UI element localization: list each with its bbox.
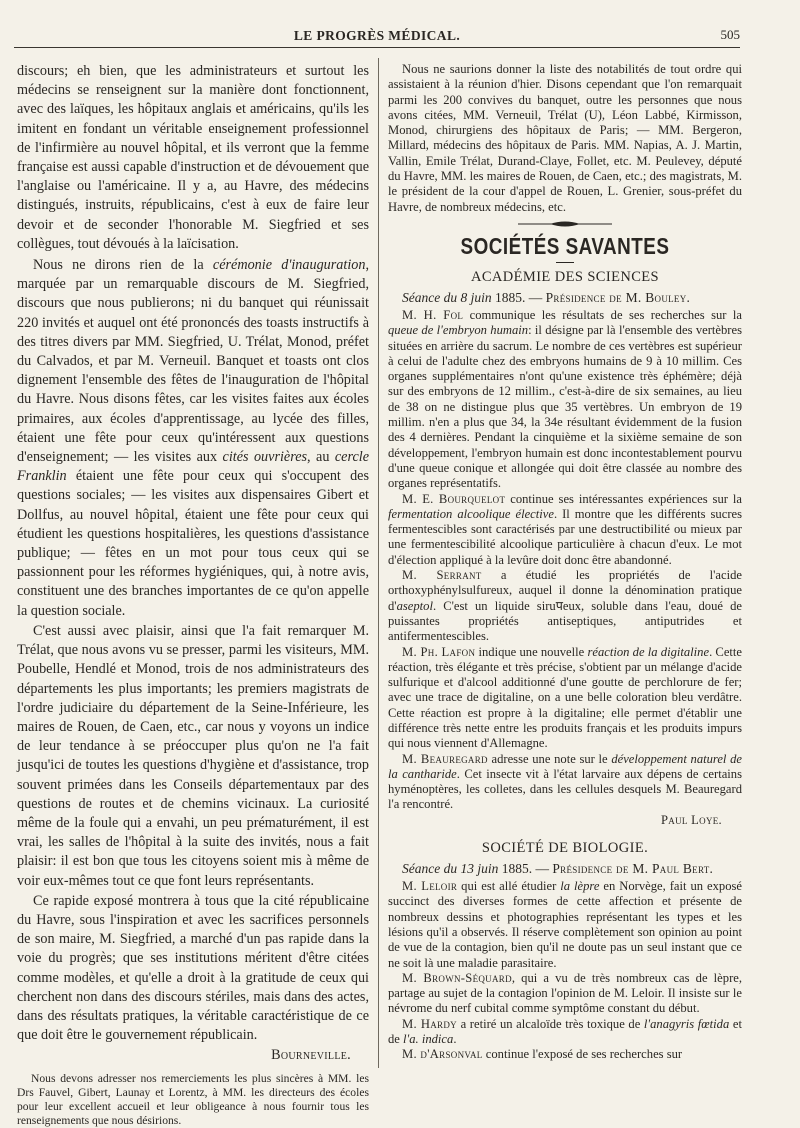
- biology-session: [388, 861, 742, 877]
- text-run: adresse une note sur le: [487, 751, 612, 766]
- emphasis: la lèpre: [560, 879, 600, 894]
- left-paragraph-2: [17, 256, 369, 621]
- text-run: 1885. —: [491, 289, 546, 305]
- session-president: Présidence de M. Paul Bert.: [552, 861, 714, 877]
- speaker-name: M. Hardy: [402, 1016, 457, 1031]
- session-date: Séance du 13 juin: [402, 861, 499, 877]
- speaker-name: M. E. Bourquelot: [402, 491, 506, 506]
- academy-item-serrant: [388, 568, 742, 644]
- academy-title: ACADÉMIE DES SCIENCES: [470, 268, 660, 285]
- footnote: Nous devons adresser nos remerciements les plus sincères à MM. les Drs Fauvel, Gibert, Launay et Lorentz, à MM. les directeurs des écoles pour leur excellent accueil et leur obligeance à nous fournir tous les renseignements que nous désirions.: [17, 1071, 369, 1127]
- emphasis: aseptol: [396, 598, 433, 613]
- emphasis: fermentation alcoolique élective: [388, 506, 554, 521]
- academy-item-fol: [388, 308, 742, 492]
- title-rule: [556, 262, 574, 263]
- text-run: continue l'exposé de ses recherches sur: [482, 1047, 683, 1062]
- text-run: en Norvège, fait un exposé succinct des diverses formes de cette affection et présente de nombreux dessins et photographies représentant les types et les lésions qu'il a observés. Il réserve complètement son opinion au point de vue de la contagion, bien qu'il ne doute pas un seul instant que ce ne soit là une maladie parasitaire.: [388, 879, 743, 970]
- speaker-name: M. d'Arsonval: [402, 1047, 483, 1062]
- speaker-name: M. Leloir: [402, 879, 458, 894]
- text-run: . Cette réaction, très élégante et très précise, s'obtient par un mélange d'acide sulfurique et d'alcool additionné d'une goutte de perchlorure de fer; avec une trace de digitaline, on a une belle coloration bleu verdâtre. Cette réaction est propre à la digitaline; elle permet d'établir une différence très nette entre les produits français et les produits impurs qui nous viennent d'Allemagne.: [388, 644, 743, 751]
- text-run: . Cet insecte vit à l'état larvaire aux dépens de certains hyménoptères, les colletes, dans les cellules desquels M. Beauregard l'a rencontré.: [388, 766, 742, 812]
- emphasis: l'anagyris fœtida: [643, 1016, 730, 1031]
- text-run: étaient une fête pour ceux qui s'occupent des questions sociales; — les visites aux dispensaires Gibert et Dollfus, au nouvel hôpital, étaient une fête pour ceux qui étudient les questions hospitalières, les questions d'assistance publique; — fêtes en un mot pour tous ceux qui se passionnent pour les réformes hygiéniques, qui, à notre avis, constituent une des branches importantes de ce qu'on appelle la question sociale.: [17, 468, 369, 619]
- session-president: Présidence de M. Bouley.: [545, 289, 691, 305]
- biology-item-hardy: [388, 1017, 742, 1048]
- text-run: et de: [388, 1016, 742, 1047]
- text-run: . Il montre que les différents sucres fermentescibles sont caractérisés par une destructibilité ou mieux par une fermentescibilité alcoolique particulière à chacun d'eux. Le mot d'élection appliqué à la levûre doit donc être abandonné.: [388, 506, 743, 567]
- header-rule: [14, 47, 740, 48]
- text-run: : il désigne par là l'ensemble des vertèbres situées en arrière du sacrum. Le nombre de ces vertèbres est supérieur à celui de l'adulte chez des embryons humains de 9 à 10 millim. Ces organes supplémentaires n'ont qu'une existence très éphémère; déjà sur des embryons de 12 millim., c'est-à-dire de six semaines, au lieu de 38 on ne distingue plus que 35 vertèbres. Un embryon de 19 millim. n'en a plus que 34, la 34e résultant évidemment de la fusion des 4 dernières. Pendant la cinquième et la sixième semaine de son développement, l'embryon humain est donc incontestablement pourvu d'une queue conique et allongée qui doit être classée au nombre des organes représentatifs.: [388, 323, 742, 491]
- banquet-paragraph: Nous ne saurions donner la liste des notabilités de tout ordre qui assistaient à la réunion d'hier. Disons cependant que l'on remarquait parmi les 200 convives du banquet, outre les personnes que nous avons citées, MM. Verneuil, Trélat (U), Léon Labbé, Kirmisson, Monod, chirurgiens des hôpitaux de Paris; — MM. Bergeron, Millard, médecins des hôpitaux de Paris. MM. Napias, A. J. Martin, Vallin, Emile Trélat, Durand-Claye, Follet, etc. M. Peulevey, député du Havre, MM. les maires de Rouen, de Caen, etc.; des magistrats, M. le président de la cour d'appel de Rouen, L. Grenier, sous-préfet du Havre, de nombreux médecins, etc.: [388, 62, 742, 214]
- emphasis: cités ouvrières: [222, 449, 308, 466]
- signature-bourneville: Bourneville.: [271, 1047, 351, 1064]
- text-run: a retiré un alcaloïde très toxique de: [456, 1016, 644, 1031]
- emphasis: queue de l'embryon humain: [388, 323, 529, 338]
- biology-item-leloir: [388, 879, 742, 971]
- page-header: [14, 24, 740, 48]
- text-run: qui est allé étudier: [457, 879, 561, 894]
- journal-title: LE PROGRÈS MÉDICAL.: [293, 28, 461, 43]
- text-run: 1885. —: [498, 861, 553, 877]
- page-number: 505: [720, 27, 740, 42]
- left-paragraph-1: discours; eh bien, que les administrateurs et surtout les médecins se renseignent sur la manière dont fonctionnent, avec des laïques, les hôpitaux anglais et américains, qu'ils les imitent en fondant un véritable enseignement professionnel de l'infirmière au nouvel hôpital, et ils verront que la femme française est aussi capable d'instruction et de dévouement que l'anglaise ou l'américaine. Il y a, au Havre, des médecins distingués, instruits, républicains, c'est à eux de faire leur devoir et de seconder l'honorable M. Siegfried et ses collègues, tout dévoués à la laïcisation.: [17, 63, 369, 252]
- session-date: Séance du 8 juin: [402, 289, 492, 305]
- emphasis: réaction de la digitaline: [587, 644, 710, 659]
- speaker-name: M. H. Fol: [402, 307, 464, 322]
- text-run: , au: [307, 449, 335, 466]
- column-divider: [378, 58, 379, 1068]
- academy-item-bourquelot: [388, 492, 742, 568]
- biology-title: SOCIÉTÉ DE BIOLOGIE.: [481, 840, 649, 857]
- right-column: [388, 62, 742, 1063]
- text-run: Nous ne dirons rien de la: [33, 257, 213, 274]
- left-paragraph-3: C'est aussi avec plaisir, ainsi que l'a fait remarquer M. Trélat, que nous avons vu se presser, parmi les visiteurs, MM. Poubelle, Hendlé et Monod, trois de nos administrateurs des départements les plus importants; les premiers magistrats de l'ordre judiciaire du département de la Seine-Inférieure, les maires de Rouen, de Caen, etc., car nous y voyons un indice de leur tendance à se préoccuper plus qu'on ne l'a fait jusqu'ici de toutes les questions d'hygiène et d'assistance, trop souvent primées dans les Conseils départementaux par des questions de routes et de chemins vicinaux. La curiosité même de la foule qui a envahi, un peu prématurément, il est vrai, les salles de l'hôpital à la suite des invités, nous a fait plaisir: il est bon que tous les citoyens soient mis à même de voir eux-mêmes tout ce que font leurs représentants.: [17, 622, 369, 889]
- emphasis: développement naturel de la cantharide: [388, 751, 742, 781]
- speaker-name: M. Serrant: [402, 568, 482, 583]
- text-run: indique une nouvelle: [475, 644, 588, 659]
- text-run: , marquée par un remarquable discours de M. Siegfried, discours que nous publierons; ni du banquet qui réunissait 220 invités et auquel ont été prononcés des toasts instructifs à des titres divers par MM. Siegfried, U. Trélat, Monod, préfet du Calvados, et par M. Verneuil. Banquet et toasts ont clos dignement l'ensemble des fêtes de l'inauguration de l'hôpital du Havre. Nous disons fêtes, car les visites faites aux écoles primaires, aux écoles d'apprentissage, au lycée des filles, étaient une fête pour ceux qu'intéressent aux questions d'enseignement; — les visites aux: [17, 257, 369, 466]
- speaker-name: M. Brown-Séquard: [402, 970, 512, 985]
- text-run: . C'est un liquide siruपeux, soluble dans l'eau, doué de puissantes propriétés antiseptiques, antiputrides et antifermentescibles.: [388, 598, 742, 644]
- emphasis: cercle Franklin: [17, 449, 369, 485]
- biology-item-darsonval: [388, 1047, 742, 1062]
- emphasis: l'a. indica: [403, 1032, 454, 1047]
- emphasis: cérémonie d'inauguration: [212, 257, 366, 274]
- biology-item-brown-sequard: [388, 971, 742, 1017]
- signature-loye: Paul Loye.: [661, 812, 722, 827]
- text-run: a étudié les propriétés de l'acide orthoxyphénylsulfureux, auquel il donne la dénomination pratique d': [388, 568, 743, 613]
- text-run: , qui a vu de très nombreux cas de lèpre, partage au sujet de la contagion l'opinion de M. Leloir. Il insiste sur le névrome du nerf cubital comme symptôme constant du début.: [388, 970, 742, 1016]
- academy-session: [388, 290, 742, 306]
- speaker-name: M. Ph. Lafon: [402, 644, 476, 659]
- ornament-divider: [510, 219, 620, 229]
- text-run: communique les résultats de ses recherches sur la: [463, 307, 742, 322]
- left-paragraph-4: Ce rapide exposé montrera à tous que la cité républicaine du Havre, sous l'inspiration et avec les sacrifices personnels de son maire, M. Siegfried, a marché d'un pas rapide dans la voie du progrès; que ses institutions méritent d'être citées comme modèles, et qu'elle a droit à la gratitude de ceux qui cherchent non dans des discours stériles, mais dans des actes, dans des résultats pratiques, la véritable caractéristique de ce que doit être le gouvernement républicain.: [17, 892, 369, 1044]
- left-column: [17, 62, 369, 1128]
- academy-item-lafon: [388, 645, 742, 752]
- academy-item-beauregard: [388, 752, 742, 813]
- speaker-name: M. Beauregard: [402, 751, 488, 766]
- text-run: continue ses intéressantes expériences sur la: [505, 491, 742, 506]
- text-run: .: [453, 1032, 457, 1047]
- section-title: SOCIÉTÉS SAVANTES: [460, 232, 670, 259]
